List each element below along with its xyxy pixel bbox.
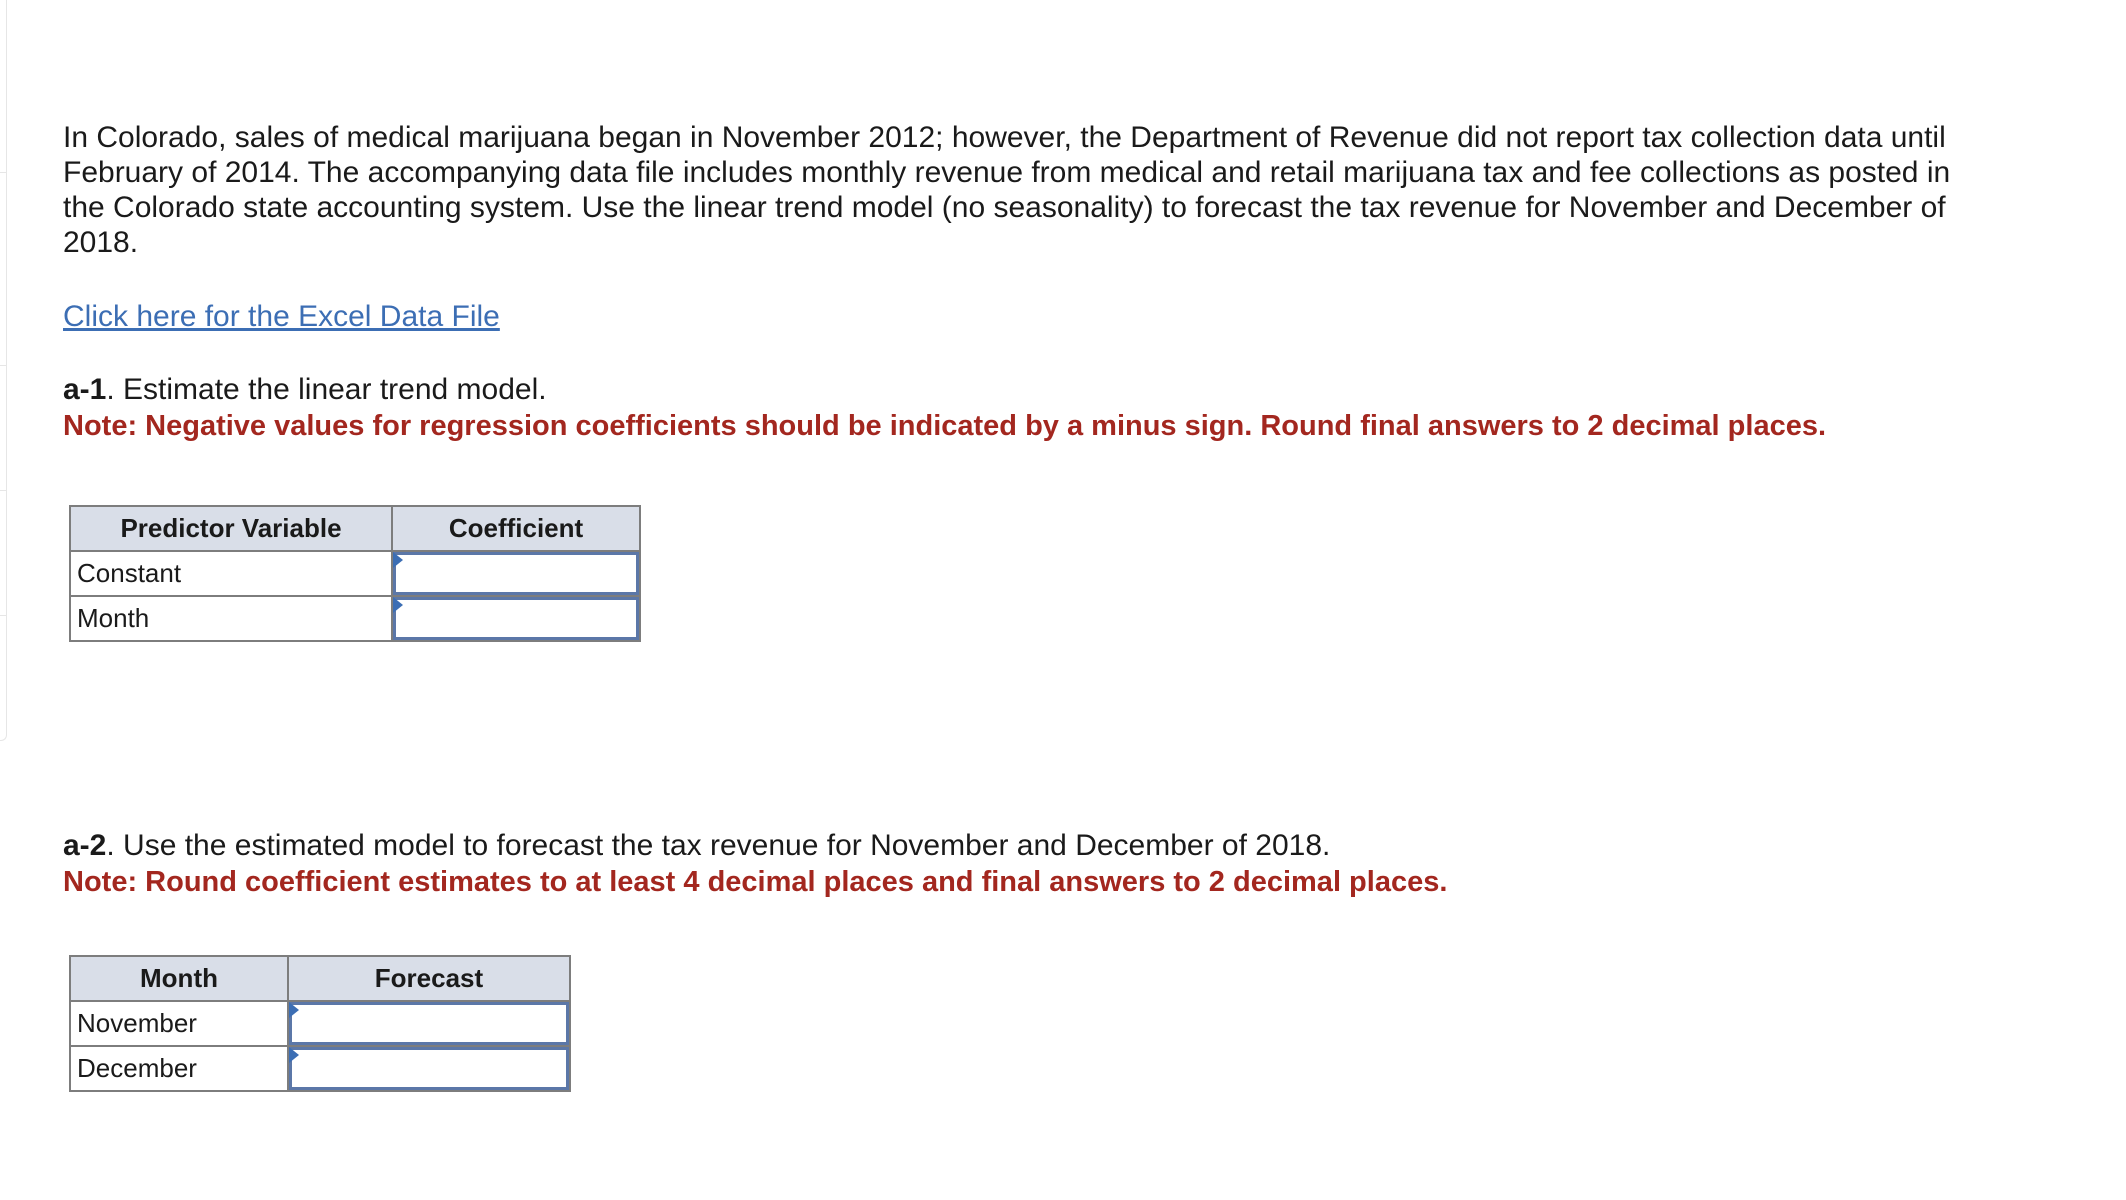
header-forecast: Forecast	[288, 956, 570, 1001]
part-a1-note: Note: Negative values for regression coefficients should be indicated by a minus sign. Round final answers to 2 decimal places.	[63, 410, 1827, 442]
part-a2-note: Note: Round coefficient estimates to at least 4 decimal places and final answers to 2 decimal places.	[63, 866, 1448, 898]
input-marker-icon	[289, 1047, 299, 1063]
part-a1-heading	[63, 372, 2023, 408]
november-forecast-box	[289, 1002, 569, 1045]
month-coefficient-cell	[392, 596, 640, 641]
part-a1-text: . Estimate the linear trend model.	[106, 373, 547, 406]
rail-divider	[0, 615, 6, 616]
part-a2	[63, 828, 1447, 900]
left-panel-edge	[0, 0, 7, 741]
part-a2-label: a-2	[63, 829, 107, 862]
constant-coefficient-box	[393, 552, 639, 595]
header-predictor-variable: Predictor Variable	[70, 506, 392, 551]
table-row	[70, 596, 640, 641]
table-row	[70, 1001, 570, 1046]
november-forecast-input[interactable]	[292, 1005, 566, 1042]
part-a1-label: a-1	[63, 373, 107, 406]
problem-statement: In Colorado, sales of medical marijuana began in November 2012; however, the Department of Revenue did not report tax collection data until February of 2014. The accompanying data file includes monthly revenue from medical and retail marijuana tax and fee collections as posted in the Colorado state accounting system. Use the linear trend model (no seasonality) to forecast the tax revenue for November and December of 2018.	[63, 121, 1951, 259]
part-a1	[63, 372, 2023, 444]
rail-divider	[0, 172, 6, 173]
table-header-row	[70, 506, 640, 551]
input-marker-icon	[393, 552, 403, 568]
rail-divider	[0, 365, 6, 366]
row-label-december: December	[70, 1046, 288, 1091]
december-forecast-cell	[288, 1046, 570, 1091]
forecast-table	[69, 955, 571, 1092]
row-label-november: November	[70, 1001, 288, 1046]
question-content	[63, 120, 2023, 1083]
input-marker-icon	[289, 1002, 299, 1018]
december-forecast-input[interactable]	[292, 1050, 566, 1087]
month-coefficient-input[interactable]	[396, 600, 636, 637]
excel-data-file-link[interactable]: Click here for the Excel Data File	[63, 300, 500, 333]
row-label-month: Month	[70, 596, 392, 641]
december-forecast-box	[289, 1047, 569, 1090]
part-a2-heading	[63, 828, 1447, 864]
header-coefficient: Coefficient	[392, 506, 640, 551]
coefficient-table	[69, 505, 641, 642]
table-row	[70, 1046, 570, 1091]
constant-coefficient-cell	[392, 551, 640, 596]
row-label-constant: Constant	[70, 551, 392, 596]
part-a2-text: . Use the estimated model to forecast the tax revenue for November and December of 2018.	[106, 829, 1331, 862]
header-month: Month	[70, 956, 288, 1001]
constant-coefficient-input[interactable]	[396, 555, 636, 592]
input-marker-icon	[393, 597, 403, 613]
table-row	[70, 551, 640, 596]
november-forecast-cell	[288, 1001, 570, 1046]
month-coefficient-box	[393, 597, 639, 640]
table-header-row	[70, 956, 570, 1001]
rail-divider	[0, 490, 6, 491]
